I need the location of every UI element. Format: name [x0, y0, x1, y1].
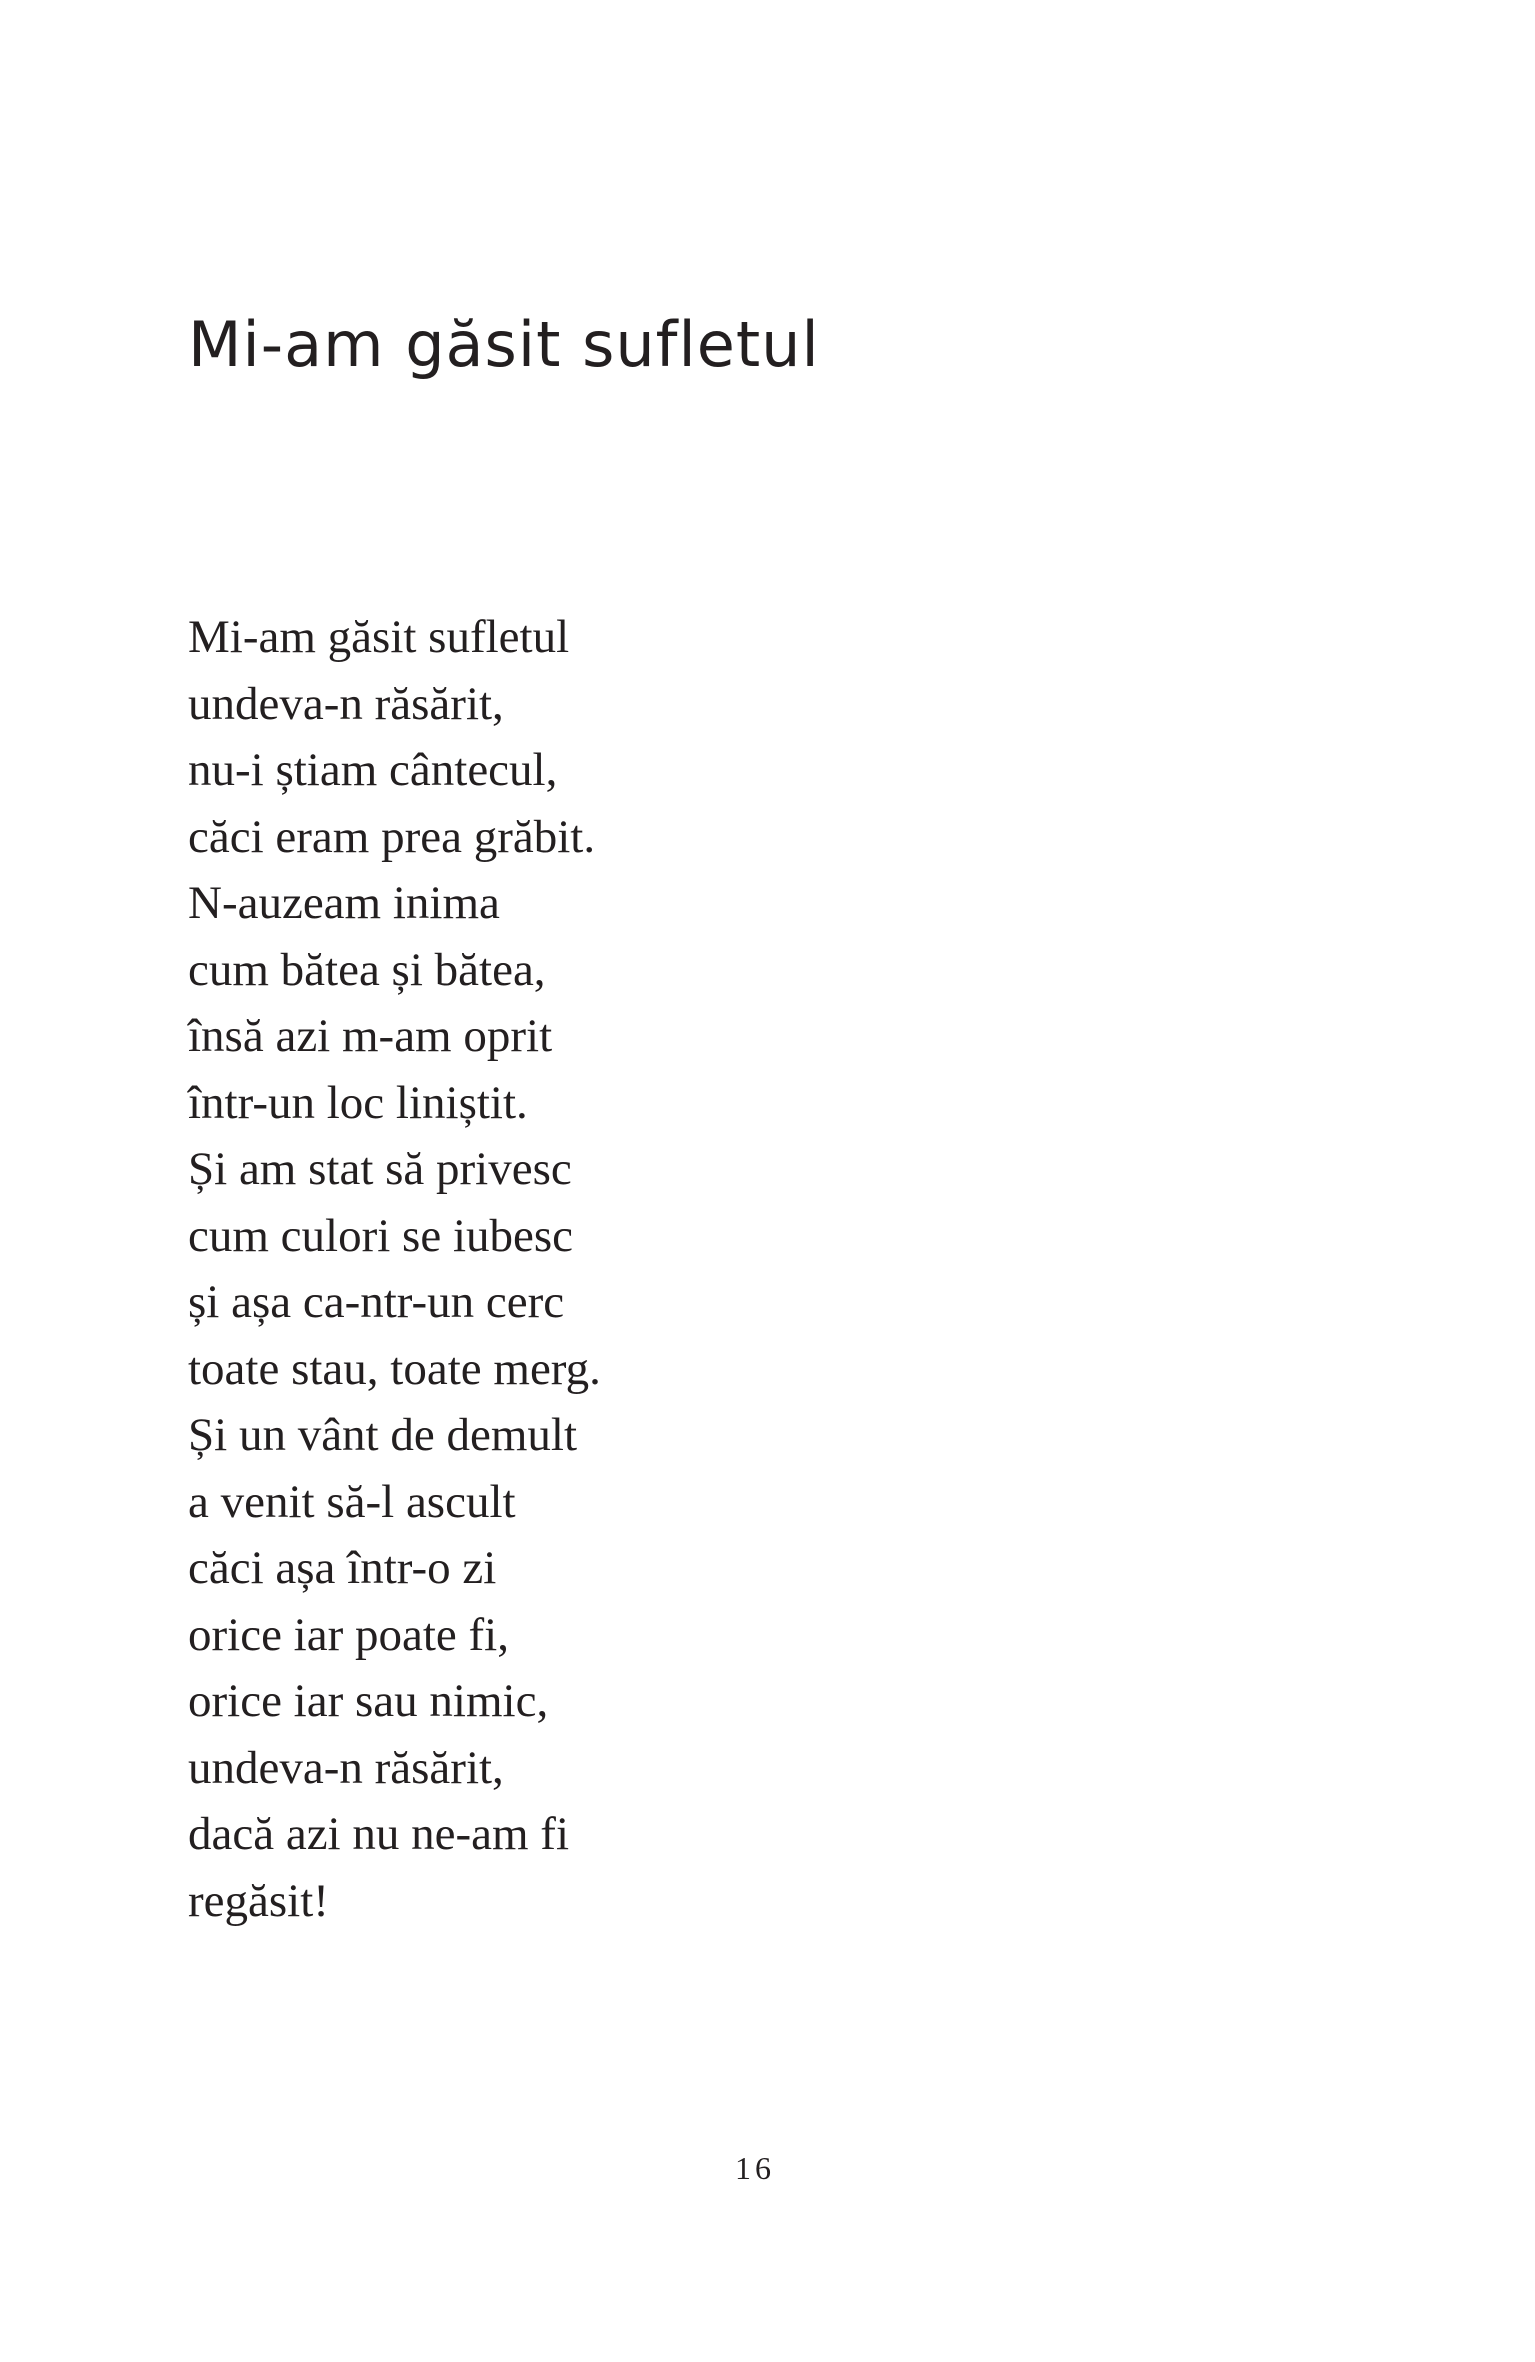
- page-number: 16: [735, 2150, 775, 2186]
- poem-line: căci așa într-o zi: [188, 1542, 497, 1594]
- page-title: Mi-am găsit sufletul: [188, 308, 820, 381]
- poem-line: nu-i știam cântecul,: [188, 744, 558, 796]
- poem-line: Mi-am găsit sufletul: [188, 611, 570, 663]
- poem-line: Și am stat să privesc: [188, 1143, 572, 1195]
- poem-line: regăsit!: [188, 1874, 329, 1927]
- poem-line: orice iar poate fi,: [188, 1608, 509, 1661]
- poem-line: undeva-n răsărit,: [188, 1741, 504, 1794]
- poem-line: undeva-n răsărit,: [188, 677, 504, 730]
- poem-line: cum culori se iubesc: [188, 1209, 574, 1262]
- poem-body: [188, 604, 601, 1934]
- poem-line: orice iar sau nimic,: [188, 1675, 549, 1727]
- poem-line: toate stau, toate merg.: [188, 1342, 601, 1395]
- poem-line: într-un loc liniștit.: [188, 1076, 528, 1129]
- poem-line: însă azi m-am oprit: [188, 1010, 553, 1062]
- poem-line: cum bătea și bătea,: [188, 943, 546, 996]
- poem-line: dacă azi nu ne-am fi: [188, 1808, 570, 1860]
- poem-line: a venit să-l ascult: [188, 1475, 516, 1528]
- poem-line: Și un vânt de demult: [188, 1409, 578, 1461]
- poem-line: N-auzeam inima: [188, 877, 500, 929]
- poem-line: și așa ca-ntr-un cerc: [188, 1276, 565, 1328]
- poem-line: căci eram prea grăbit.: [188, 810, 596, 863]
